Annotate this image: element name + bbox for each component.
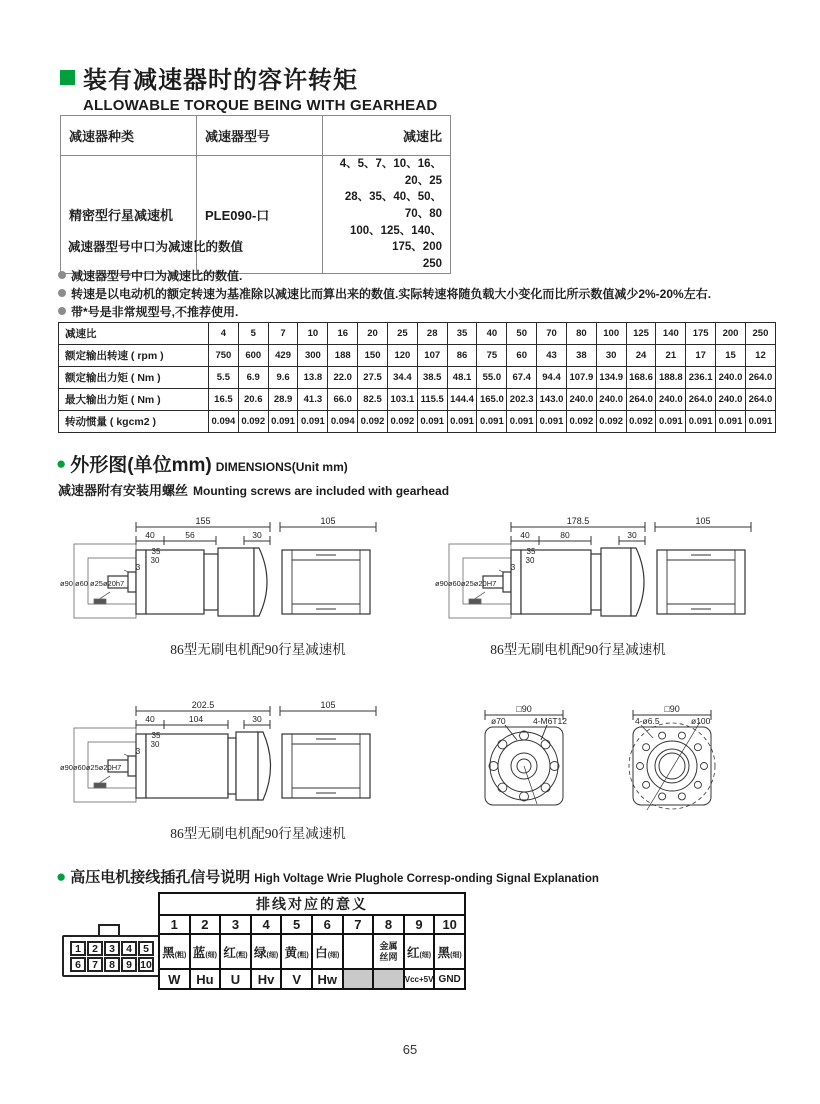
dimensions-header <box>56 450 348 477</box>
spec-value-cell: 10 <box>298 323 328 345</box>
spec-value-cell: 0.091 <box>716 411 746 433</box>
dim-a: 40 <box>520 530 530 540</box>
spec-value-cell: 115.5 <box>417 389 447 411</box>
spec-row-ratio <box>59 323 776 345</box>
spec-value-cell: 0.092 <box>358 411 388 433</box>
connector-pin: 5 <box>138 941 154 956</box>
connector-diagram <box>62 924 162 977</box>
note-item <box>58 284 711 302</box>
spec-value-cell: 107 <box>417 345 447 367</box>
spec-value-cell: 12 <box>745 345 775 367</box>
page-number: 65 <box>402 1042 418 1057</box>
spec-value-cell: 28 <box>417 323 447 345</box>
spec-value-cell: 35 <box>447 323 477 345</box>
spec-row-label: 额定输出力矩 ( Nm ) <box>59 367 209 389</box>
signal-title-en: High Voltage Wrie Plughole Corresp-onding Signal Explanation <box>254 873 599 885</box>
connector-pin: 4 <box>121 941 137 956</box>
dim-total: 202.5 <box>191 700 215 710</box>
connector-pin: 10 <box>138 957 154 972</box>
spec-value-cell: 5.5 <box>209 367 239 389</box>
gearhead-model: PLE090-口 <box>197 156 323 274</box>
signal-table-title: 排线对应的意义 <box>159 893 465 915</box>
signal-color-row <box>159 934 465 969</box>
spec-value-cell: 43 <box>537 345 567 367</box>
signal-table-title-row <box>159 893 465 915</box>
bullet-icon <box>58 307 66 315</box>
signal-cell <box>373 969 404 989</box>
dim-b: 80 <box>560 530 570 540</box>
dim-a: 40 <box>145 714 155 724</box>
bullet-dot-icon: ● <box>56 454 67 473</box>
spec-value-cell: 25 <box>387 323 417 345</box>
spec-value-cell: 67.4 <box>507 367 537 389</box>
dimensions-subtitle-en: Mounting screws are included with gearhead <box>193 484 450 498</box>
spec-value-cell: 0.091 <box>507 411 537 433</box>
spec-table <box>58 322 776 433</box>
dim-holes: 4-ø6.5 <box>635 716 660 726</box>
gearhead-table-header-row <box>61 116 451 156</box>
spec-value-cell: 0.092 <box>626 411 656 433</box>
note-text: 带*号是非常规型号,不推荐使用. <box>71 304 239 319</box>
bullet-dot-icon: ● <box>56 867 67 886</box>
spec-value-cell: 0.091 <box>447 411 477 433</box>
drawing-caption: 86型无刷电机配90行星减速机 <box>170 826 346 841</box>
dim-total: 178.5 <box>566 516 590 526</box>
gearhead-col-model: 减速器型号 <box>197 116 323 156</box>
spec-value-cell: 16 <box>328 323 358 345</box>
spec-value-cell: 750 <box>209 345 239 367</box>
spec-value-cell: 240.0 <box>656 389 686 411</box>
dim-square: □90 <box>516 704 532 714</box>
spec-value-cell: 103.1 <box>387 389 417 411</box>
spec-value-cell: 66.0 <box>328 389 358 411</box>
spec-value-cell: 264.0 <box>626 389 656 411</box>
spec-value-cell: 188.8 <box>656 367 686 389</box>
connector-body <box>62 935 162 977</box>
pin-number-cell: 9 <box>404 915 435 934</box>
spec-value-cell: 80 <box>566 323 596 345</box>
dim-a: 40 <box>145 530 155 540</box>
spec-value-cell: 240.0 <box>596 389 626 411</box>
spec-value-cell: 86 <box>447 345 477 367</box>
spec-value-cell: 75 <box>477 345 507 367</box>
note-item <box>58 302 711 320</box>
spec-value-cell: 264.0 <box>745 367 775 389</box>
spec-value-cell: 50 <box>507 323 537 345</box>
spec-value-cell: 107.9 <box>566 367 596 389</box>
spec-value-cell: 0.094 <box>209 411 239 433</box>
spec-value-cell: 16.5 <box>209 389 239 411</box>
pin-number-cell: 7 <box>343 915 374 934</box>
spec-row-max-torque <box>59 389 776 411</box>
drawing-side-view-2 <box>428 514 773 640</box>
spec-value-cell: 202.3 <box>507 389 537 411</box>
pin-number-cell: 6 <box>312 915 343 934</box>
wire-color-cell: 蓝(细) <box>190 934 221 969</box>
dim-b: 104 <box>188 714 204 724</box>
bullet-icon <box>58 271 66 279</box>
page-title-en: ALLOWABLE TORQUE BEING WITH GEARHEAD <box>83 97 438 114</box>
bullet-icon <box>58 289 66 297</box>
dim-c: 30 <box>627 530 637 540</box>
spec-value-cell: 38 <box>566 345 596 367</box>
spec-value-cell: 0.091 <box>656 411 686 433</box>
spec-value-cell: 300 <box>298 345 328 367</box>
wire-color-cell: 白(细) <box>312 934 343 969</box>
pin-number-cell: 2 <box>190 915 221 934</box>
spec-value-cell: 94.4 <box>537 367 567 389</box>
spec-value-cell: 0.091 <box>298 411 328 433</box>
page-title-block <box>60 60 437 114</box>
spec-value-cell: 0.091 <box>477 411 507 433</box>
spec-value-cell: 22.0 <box>328 367 358 389</box>
dim-right: 105 <box>320 700 336 710</box>
spec-value-cell: 134.9 <box>596 367 626 389</box>
gearhead-footnote: 减速器型号中口为减速比的数值 <box>68 240 244 254</box>
spec-value-cell: 48.1 <box>447 367 477 389</box>
spec-row-label: 额定输出转速 ( rpm ) <box>59 345 209 367</box>
dim-3: 3 <box>510 563 516 572</box>
spec-value-cell: 168.6 <box>626 367 656 389</box>
spec-value-cell: 236.1 <box>686 367 716 389</box>
spec-value-cell: 200 <box>716 323 746 345</box>
dim-3: 3 <box>135 563 141 572</box>
wire-color-cell: 红(细) <box>404 934 435 969</box>
spec-value-cell: 144.4 <box>447 389 477 411</box>
shaft-dims: ø90ø60ø25ø20H7 <box>435 579 497 588</box>
notes-list <box>58 266 711 320</box>
shaft-dims: ø90 ø60 ø25ø20h7 <box>60 579 125 588</box>
spec-value-cell: 60 <box>507 345 537 367</box>
signal-cell: Vcc+5V <box>404 969 435 989</box>
spec-value-cell: 150 <box>358 345 388 367</box>
connector-row-1 <box>66 940 158 956</box>
signal-title: 高压电机接线插孔信号说明 <box>70 869 251 886</box>
spec-value-cell: 0.094 <box>328 411 358 433</box>
spec-value-cell: 429 <box>268 345 298 367</box>
dim-square: □90 <box>664 704 680 714</box>
title-bullet-square <box>60 70 75 85</box>
spec-value-cell: 165.0 <box>477 389 507 411</box>
gearhead-col-type: 减速器种类 <box>61 116 197 156</box>
spec-value-cell: 20.6 <box>238 389 268 411</box>
spec-value-cell: 38.5 <box>417 367 447 389</box>
connector-pin: 3 <box>104 941 120 956</box>
dimensions-title-en: DIMENSIONS(Unit mm) <box>215 460 348 474</box>
spec-row-speed <box>59 345 776 367</box>
wire-color-cell: 绿(细) <box>251 934 282 969</box>
connector-pin: 9 <box>121 957 137 972</box>
pin-number-cell: 3 <box>220 915 251 934</box>
signal-pin-row <box>159 915 465 934</box>
dimensions-subtitle <box>58 480 449 499</box>
spec-row-rated-torque <box>59 367 776 389</box>
pin-number-cell: 4 <box>251 915 282 934</box>
connector-pin: 8 <box>104 957 120 972</box>
wire-color-cell: 黄(粗) <box>281 934 312 969</box>
dim-right: 105 <box>320 516 336 526</box>
gearhead-ratios <box>323 156 451 274</box>
connector-pin: 2 <box>87 941 103 956</box>
spec-value-cell: 125 <box>626 323 656 345</box>
spec-value-cell: 27.5 <box>358 367 388 389</box>
dimensions-subtitle-zh: 减速器附有安装用螺丝 <box>58 483 189 498</box>
shaft-dims: ø90ø60ø25ø20H7 <box>60 763 122 772</box>
spec-value-cell: 34.4 <box>387 367 417 389</box>
spec-value-cell: 6.9 <box>238 367 268 389</box>
spec-value-cell: 100 <box>596 323 626 345</box>
spec-value-cell: 40 <box>477 323 507 345</box>
spec-value-cell: 0.092 <box>596 411 626 433</box>
dim-right: 105 <box>695 516 711 526</box>
spec-value-cell: 70 <box>537 323 567 345</box>
spec-value-cell: 17 <box>686 345 716 367</box>
wire-color-cell <box>343 934 374 969</box>
signal-cell: Hw <box>312 969 343 989</box>
drawing-caption: 86型无刷电机配90行星减速机 <box>490 642 666 657</box>
dim-35: 35 <box>151 731 161 740</box>
spec-value-cell: 600 <box>238 345 268 367</box>
spec-row-label: 减速比 <box>59 323 209 345</box>
spec-value-cell: 20 <box>358 323 388 345</box>
signal-cell: GND <box>434 969 465 989</box>
spec-value-cell: 13.8 <box>298 367 328 389</box>
drawing-front-views <box>455 700 765 826</box>
dim-30: 30 <box>525 556 535 565</box>
dim-3: 3 <box>135 747 141 756</box>
pin-number-cell: 8 <box>373 915 404 934</box>
spec-row-inertia <box>59 411 776 433</box>
spec-value-cell: 188 <box>328 345 358 367</box>
signal-cell: Hv <box>251 969 282 989</box>
ratio-line: 4、5、7、10、16、20、25 <box>339 158 442 187</box>
drawing-caption: 86型无刷电机配90行星减速机 <box>170 642 346 657</box>
connector-pin: 7 <box>87 957 103 972</box>
ratio-line: 250 <box>422 258 442 271</box>
signal-table <box>158 892 466 990</box>
drawing-side-view-1 <box>58 514 393 640</box>
dim-total: 155 <box>195 516 211 526</box>
spec-value-cell: 0.091 <box>745 411 775 433</box>
dim-c: 30 <box>252 714 262 724</box>
ratio-line: 28、35、40、50、70、80 <box>344 191 442 221</box>
spec-value-cell: 0.091 <box>686 411 716 433</box>
spec-value-cell: 15 <box>716 345 746 367</box>
spec-value-cell: 264.0 <box>686 389 716 411</box>
gearhead-type: 精密型行星减速机 <box>61 156 197 274</box>
spec-value-cell: 21 <box>656 345 686 367</box>
pin-number-cell: 10 <box>434 915 465 934</box>
dim-bore: ø70 <box>491 716 506 726</box>
dim-outer: ø100 <box>691 716 711 726</box>
spec-value-cell: 9.6 <box>268 367 298 389</box>
signal-section-header <box>56 866 599 887</box>
spec-value-cell: 0.092 <box>566 411 596 433</box>
ratio-line: 100、125、140、175、200 <box>349 224 442 254</box>
dim-c: 30 <box>252 530 262 540</box>
spec-value-cell: 264.0 <box>745 389 775 411</box>
spec-value-cell: 120 <box>387 345 417 367</box>
spec-value-cell: 24 <box>626 345 656 367</box>
connector-row-2 <box>66 956 158 972</box>
spec-value-cell: 28.9 <box>268 389 298 411</box>
signal-cell: Hu <box>190 969 221 989</box>
spec-value-cell: 30 <box>596 345 626 367</box>
pin-number-cell: 5 <box>281 915 312 934</box>
wire-color-cell: 红(粗) <box>220 934 251 969</box>
signal-name-row <box>159 969 465 989</box>
connector-pin: 1 <box>70 941 86 956</box>
note-item <box>58 266 711 284</box>
spec-value-cell: 175 <box>686 323 716 345</box>
spec-row-label: 最大输出力矩 ( Nm ) <box>59 389 209 411</box>
signal-cell: V <box>281 969 312 989</box>
spec-value-cell: 240.0 <box>566 389 596 411</box>
dimensions-title: 外形图(单位mm) <box>70 455 212 476</box>
spec-value-cell: 0.091 <box>537 411 567 433</box>
signal-cell: W <box>159 969 190 989</box>
spec-value-cell: 7 <box>268 323 298 345</box>
dim-30: 30 <box>150 556 160 565</box>
spec-value-cell: 82.5 <box>358 389 388 411</box>
pin-number-cell: 1 <box>159 915 190 934</box>
dim-b: 56 <box>185 530 195 540</box>
dim-30: 30 <box>150 740 160 749</box>
drawing-side-view-3 <box>58 698 393 824</box>
connector-pin: 6 <box>70 957 86 972</box>
spec-value-cell: 5 <box>238 323 268 345</box>
spec-value-cell: 0.092 <box>387 411 417 433</box>
spec-value-cell: 55.0 <box>477 367 507 389</box>
wire-color-cell: 黑(细) <box>434 934 465 969</box>
spec-value-cell: 240.0 <box>716 389 746 411</box>
wire-color-cell: 黑(粗) <box>159 934 190 969</box>
signal-cell <box>343 969 374 989</box>
spec-value-cell: 0.091 <box>268 411 298 433</box>
spec-value-cell: 4 <box>209 323 239 345</box>
spec-value-cell: 41.3 <box>298 389 328 411</box>
note-text: 减速器型号中口为减速比的数值. <box>71 268 243 283</box>
note-text: 转速是以电动机的额定转速为基准除以减速比而算出来的数值.实际转速将随负载大小变化而比所示数值减少2%-20%左右. <box>71 286 712 301</box>
gearhead-col-ratio: 减速比 <box>323 116 451 156</box>
spec-row-label: 转动惯量 ( kgcm2 ) <box>59 411 209 433</box>
spec-value-cell: 250 <box>745 323 775 345</box>
spec-value-cell: 143.0 <box>537 389 567 411</box>
dim-holes: 4-M6T12 <box>533 716 568 726</box>
wire-color-cell: 金属丝网 <box>373 934 404 969</box>
signal-cell: U <box>220 969 251 989</box>
gearhead-table-row <box>61 156 451 274</box>
spec-value-cell: 140 <box>656 323 686 345</box>
spec-value-cell: 0.092 <box>238 411 268 433</box>
page-title: 装有减速器时的容许转矩 <box>83 67 358 94</box>
spec-value-cell: 0.091 <box>417 411 447 433</box>
dim-35: 35 <box>526 547 536 556</box>
spec-value-cell: 240.0 <box>716 367 746 389</box>
dim-35: 35 <box>151 547 161 556</box>
